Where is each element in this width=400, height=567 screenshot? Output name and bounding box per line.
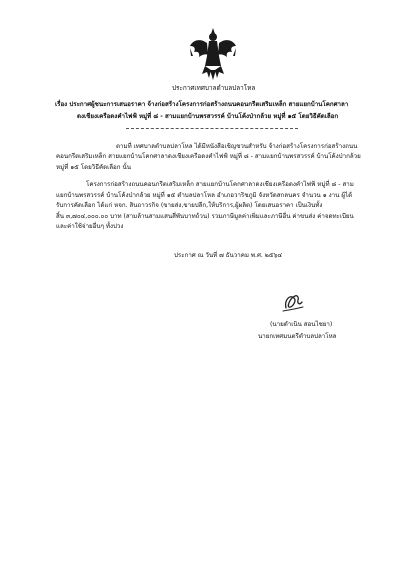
para2-line-4: สิ้น ๓,๗๐๔,๐๐๐.๐๐ บาท (สามล้านสามแสนสี่พันบาทถ้วน) รวมภาษีมูลค่าเพิ่มและภาษีอื่น ค่าขนส่ง ค่าจดทะเบียน bbox=[56, 213, 354, 220]
org-title: ประกาศเทศบาลตำบลปลาโหล bbox=[172, 84, 256, 92]
para1-line-1: ตามที่ เทศบาลตำบลปลาโหล ได้มีหนังสือเชิญชวนสำหรับ จ้างก่อสร้างโครงการก่อสร้างถนน bbox=[116, 143, 358, 150]
para2-line-1: โครงการก่อสร้างถนนคอนกรีตเสริมเหล็ก สายแยกบ้านโคกศาลาดงเชียงเครือดงคำไฟฟ้ หมู่ที่ ๘ - สาม bbox=[86, 181, 354, 188]
signature-icon bbox=[280, 290, 306, 316]
para1-line-3: หมู่ที่ ๑๕ โดยวิธีคัดเลือก นั้น bbox=[56, 164, 131, 171]
para1-line-2: คอนกรีตเสริมเหล็ก สายแยกบ้านโคกศาลาดงเชียงเครือดงคำไฟฟ้ หมู่ที่ ๘ - สามแยกบ้านพรสวรรค์ บ้านโค้งป่ากล้วย bbox=[56, 153, 361, 160]
para2-line-5: และค่าใช้จ่ายอื่นๆ ทั้งปวง bbox=[56, 223, 124, 230]
announced-date: ประกาศ ณ วันที่ ๗ ธันวาคม พ.ศ. ๒๕๖๔ bbox=[174, 252, 283, 259]
subject-line-2: ดงเชียงเครือดงคำไฟฟ้ หมู่ที่ ๘ - สามแยกบ้านพรสวรรค์ บ้านโค้งป่ากล้วย หมู่ที่ ๑๕ โดยวิธีคัดเลือก bbox=[77, 113, 339, 120]
signer-title: นายกเทศมนตรีตำบลปลาโหล bbox=[258, 333, 337, 340]
para2-line-2: แยกบ้านพรสวรรค์ บ้านโค้งป่ากล้วย หมู่ที่ ๑๕ ตำบลปลาโหล อำเภอวาริชภูมิ จังหวัดสกลนคร จำนวน ๑ งาน ผู้ได้ bbox=[56, 192, 353, 199]
para2-line-3: รับการคัดเลือก ได้แก่ หจก. สินถาวรกิจ (ขายส่ง,ขายปลีก,ให้บริการ,ผู้ผลิต) โดยเสนอราคา เป็นเงินทั้ง bbox=[56, 202, 323, 209]
subject-line-1: เรื่อง ประกาศผู้ชนะการเสนอราคา จ้างก่อสร้างโครงการก่อสร้างถนนคอนกรีตเสริมเหล็ก สายแยกบ้านโคกศาลา bbox=[55, 101, 349, 108]
garuda-emblem-icon bbox=[188, 26, 238, 82]
divider-line bbox=[126, 128, 298, 129]
signer-name: (นายดำเนิน สอนไชยา) bbox=[270, 321, 333, 328]
